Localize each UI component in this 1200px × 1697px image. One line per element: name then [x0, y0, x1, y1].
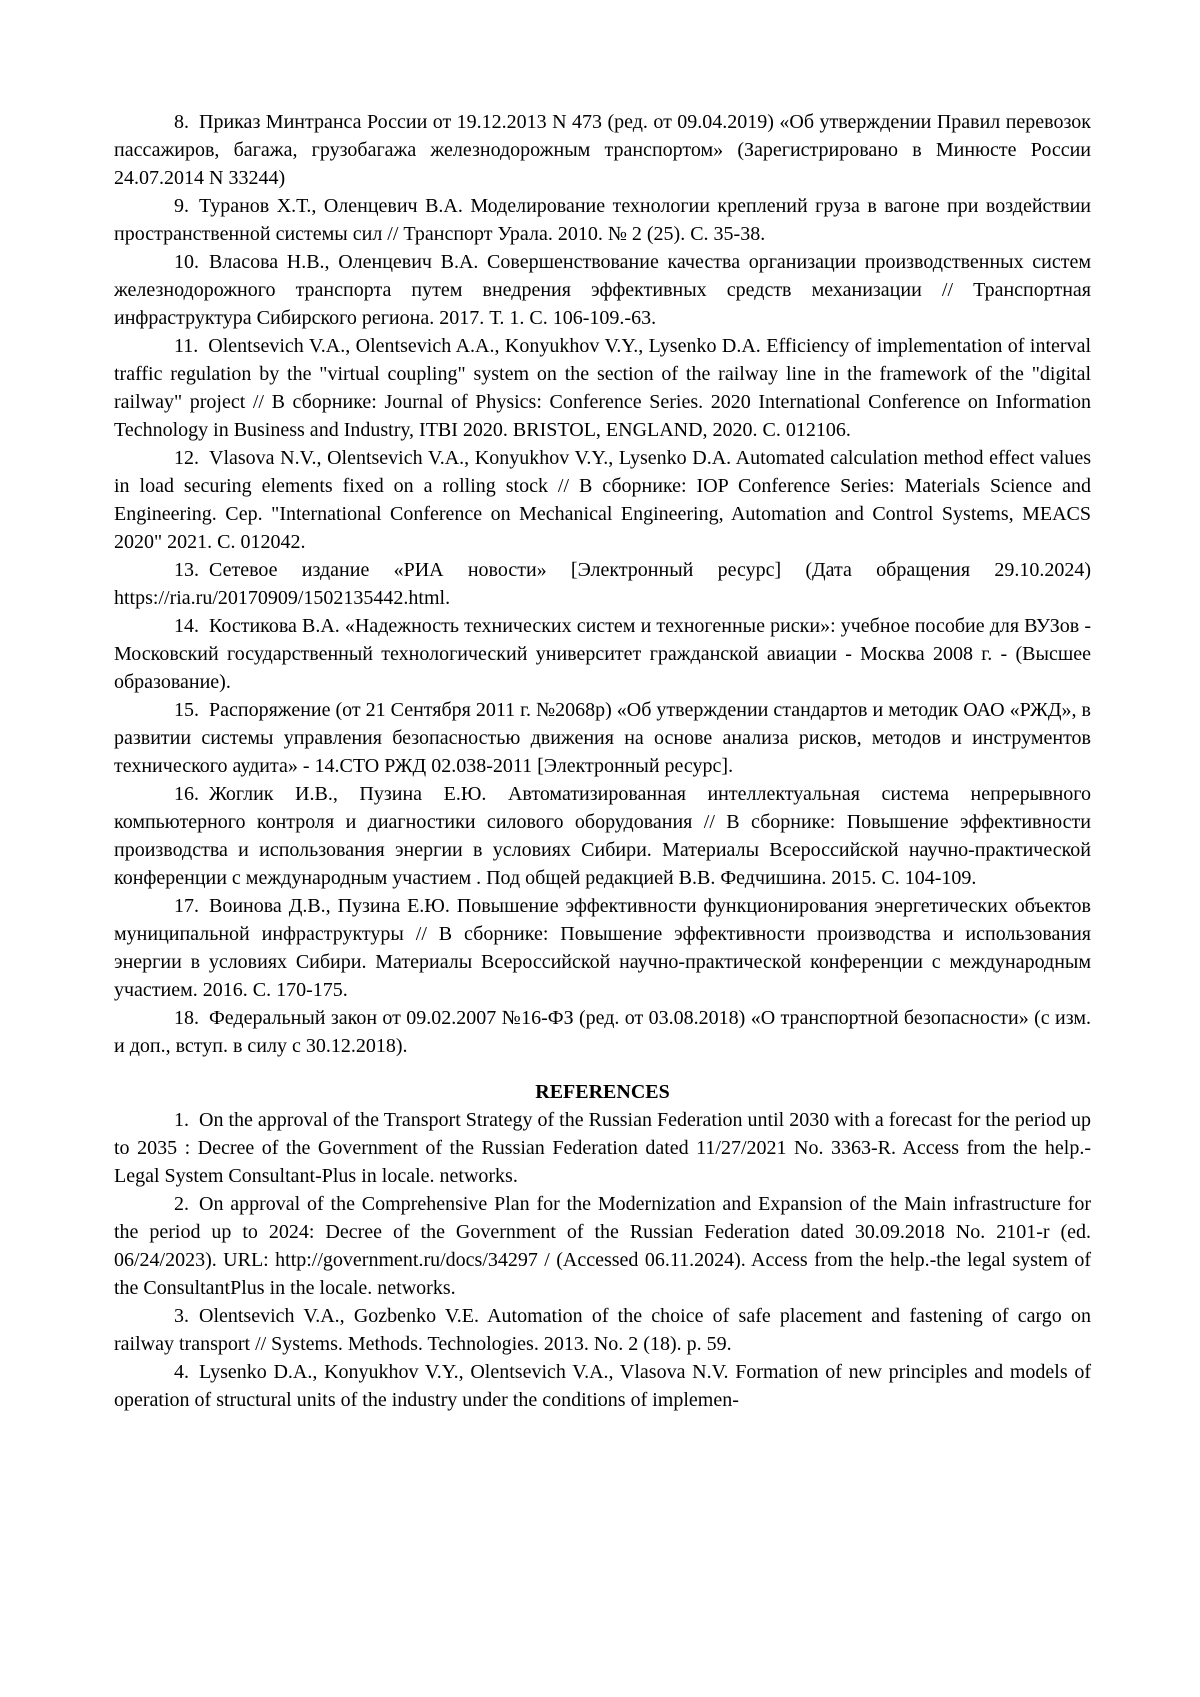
reference-text: Распоряжение (от 21 Сентября 2011 г. №2068р) «Об утверждении стандартов и методик ОАО «РЖД», в развитии системы управления безопасностью движения на основе анализа рисков, методов и инструментов технического аудита» - 14.СТО РЖД 02.038-2011 [Электронный ресурс].: [114, 699, 1091, 777]
reference-number: 3.: [174, 1305, 189, 1327]
reference-number: 14.: [174, 615, 199, 637]
reference-entry: [114, 248, 1091, 332]
reference-text: On approval of the Comprehensive Plan for the Modernization and Expansion of the Main infrastructure for the period up to 2024: Decree of the Government of the Russian Federation dated 30.09.2018 No. 2101-r (ed. 06/24/2023). URL: http://government.ru/docs/34297 / (Accessed 06.11.2024). Access from the help.-the legal system of the ConsultantPlus in the locale. networks.: [114, 1193, 1091, 1299]
reference-text: Воинова Д.В., Пузина Е.Ю. Повышение эффективности функционирования энергетических объектов муниципальной инфраструктуры // В сборнике: Повышение эффективности производства и использования энергии в условиях Сибири. Материалы Всероссийской научно-практической конференции с международным участием. 2016. С. 170-175.: [114, 895, 1091, 1001]
reference-text: Костикова В.А. «Надежность технических систем и техногенные риски»: учебное пособие для ВУЗов - Московский государственный технологический университет гражданской авиации - Москва 2008 г. - (Высшее образование).: [114, 615, 1091, 693]
reference-text: Olentsevich V.A., Gozbenko V.E. Automation of the choice of safe placement and fastening of cargo on railway transport // Systems. Methods. Technologies. 2013. No. 2 (18). p. 59.: [114, 1305, 1091, 1355]
reference-text: Власова Н.В., Оленцевич В.А. Совершенствование качества организации производственных систем железнодорожного транспорта путем внедрения эффективных средств механизации // Транспортная инфраструктура Сибирского региона. 2017. Т. 1. С. 106-109.-63.: [114, 251, 1091, 329]
reference-number: 11.: [174, 335, 199, 357]
reference-entry: [114, 612, 1091, 696]
reference-number: 18.: [174, 1007, 199, 1029]
references-heading: REFERENCES: [535, 1081, 670, 1103]
reference-entry: [114, 192, 1091, 248]
reference-number: 13.: [174, 559, 199, 581]
reference-text: Vlasova N.V., Olentsevich V.A., Konyukhov V.Y., Lysenko D.A. Automated calculation method effect values in load securing elements fixed on a rolling stock // В сборнике: IOP Conference Series: Materials Science and Engineering. Сер. "International Conference on Mechanical Engineering, Automation and Control Systems, MEACS 2020" 2021. С. 012042.: [114, 447, 1091, 553]
reference-text: Olentsevich V.A., Olentsevich A.A., Konyukhov V.Y., Lysenko D.A. Efficiency of implementation of interval traffic regulation by the "virtual coupling" system on the section of the railway line in the framework of the "digital railway" project // В сборнике: Journal of Physics: Conference Series. 2020 International Conference on Information Technology in Business and Industry, ITBI 2020. BRISTOL, ENGLAND, 2020. С. 012106.: [114, 335, 1091, 441]
reference-entry: [114, 780, 1091, 892]
reference-entry: [114, 1302, 1091, 1358]
reference-number: 1.: [174, 1109, 189, 1131]
reference-entry: [114, 332, 1091, 444]
reference-number: 2.: [174, 1193, 189, 1215]
reference-number: 8.: [174, 111, 189, 133]
reference-entry: [114, 1106, 1091, 1190]
reference-text: Туранов Х.Т., Оленцевич В.А. Моделирование технологии креплений груза в вагоне при воздействии пространственной системы сил // Транспорт Урала. 2010. № 2 (25). С. 35-38.: [114, 195, 1091, 245]
reference-number: 16.: [174, 783, 199, 805]
english-reference-list: [114, 1106, 1091, 1414]
reference-text: Приказ Минтранса России от 19.12.2013 N 473 (ред. от 09.04.2019) «Об утверждении Правил перевозок пассажиров, багажа, грузобагажа железнодорожным транспортом» (Зарегистрировано в Минюсте России 24.07.2014 N 33244): [114, 111, 1091, 189]
document-page: [114, 108, 1091, 1414]
reference-entry: [114, 892, 1091, 1004]
reference-text: Lysenko D.A., Konyukhov V.Y., Olentsevich V.A., Vlasova N.V. Formation of new principles and models of operation of structural units of the industry under the conditions of implemen-: [114, 1361, 1091, 1411]
reference-number: 4.: [174, 1361, 189, 1383]
reference-entry: [114, 108, 1091, 192]
reference-entry: [114, 696, 1091, 780]
reference-number: 15.: [174, 699, 199, 721]
reference-text: Федеральный закон от 09.02.2007 №16-ФЗ (ред. от 03.08.2018) «О транспортной безопасности» (с изм. и доп., вступ. в силу с 30.12.2018).: [114, 1007, 1091, 1057]
reference-text: Сетевое издание «РИА новости» [Электронный ресурс] (Дата обращения 29.10.2024) https://ria.ru/20170909/1502135442.html.: [114, 559, 1091, 609]
reference-entry: [114, 444, 1091, 556]
reference-text: Жоглик И.В., Пузина Е.Ю. Автоматизированная интеллектуальная система непрерывного компьютерного контроля и диагностики силового оборудования // В сборнике: Повышение эффективности производства и использования энергии в условиях Сибири. Материалы Всероссийской научно-практической конференции с международным участием . Под общей редакцией В.В. Федчишина. 2015. С. 104-109.: [114, 783, 1091, 889]
reference-entry: [114, 1190, 1091, 1302]
reference-number: 12.: [174, 447, 199, 469]
reference-number: 17.: [174, 895, 199, 917]
reference-number: 10.: [174, 251, 199, 273]
reference-text: On the approval of the Transport Strategy of the Russian Federation until 2030 with a forecast for the period up to 2035 : Decree of the Government of the Russian Federation dated 11/27/2021 No. 3363-R. Access from the help.-Legal System Consultant-Plus in locale. networks.: [114, 1109, 1091, 1187]
reference-number: 9.: [174, 195, 189, 217]
russian-reference-list: [114, 108, 1091, 1060]
reference-entry: [114, 556, 1091, 612]
reference-entry: [114, 1358, 1091, 1414]
reference-entry: [114, 1004, 1091, 1060]
